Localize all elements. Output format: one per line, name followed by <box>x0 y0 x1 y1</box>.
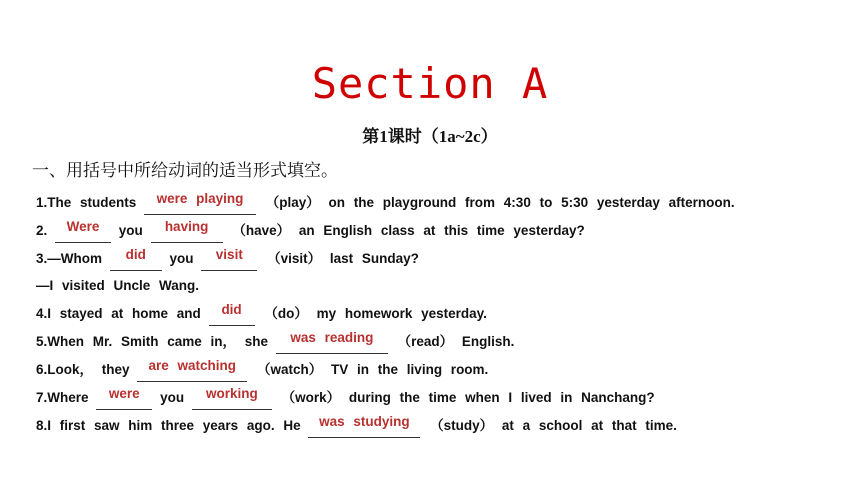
question-text: （study） at a school at that time. <box>430 418 677 433</box>
exercise-line-6 <box>36 358 488 382</box>
answer-text: were <box>108 386 140 401</box>
answer-text: visit <box>215 247 243 262</box>
answer-blank <box>209 302 255 326</box>
question-text: 7.Where <box>36 390 89 405</box>
answer-text: did <box>221 302 242 317</box>
question-text: 6.Look， they <box>36 362 130 377</box>
exercise-line-4 <box>36 302 487 326</box>
question-text: you <box>118 223 143 238</box>
question-text: （visit） last Sunday? <box>267 251 419 266</box>
question-text: 2. <box>36 223 48 238</box>
answer-blank <box>96 386 152 410</box>
question-text: （play） on the playground from 4:30 to 5:30 yesterday afternoon. <box>265 195 735 210</box>
question-text: （work） during the time when I lived in Nanchang? <box>281 390 655 405</box>
exercise-line-7 <box>36 386 655 410</box>
question-text: 8.I first saw him three years ago. He <box>36 418 301 433</box>
answer-blank <box>55 219 111 243</box>
answer-text: were playing <box>156 191 244 206</box>
answer-blank <box>192 386 272 410</box>
lesson-subtitle: 第1课时（1a~2c） <box>362 127 498 146</box>
question-text: 1.The students <box>36 195 137 210</box>
exercise-line-8 <box>36 414 677 438</box>
question-text: —I visited Uncle Wang. <box>36 278 200 293</box>
answer-blank <box>201 247 257 271</box>
question-text: you <box>169 251 194 266</box>
answer-blank <box>308 414 420 438</box>
question-text: you <box>160 390 185 405</box>
exercise-line-3 <box>36 247 419 271</box>
answer-text: was reading <box>290 330 374 345</box>
answer-text: did <box>125 247 146 262</box>
exercise-instruction: 一、用括号中所给动词的适当形式填空。 <box>32 161 338 181</box>
question-text: （do） my homework yesterday. <box>264 306 487 321</box>
exercise-line-3b <box>36 274 199 298</box>
answer-blank <box>151 219 223 243</box>
question-text: 3.—Whom <box>36 251 102 266</box>
exercise-line-5 <box>36 330 514 354</box>
answer-text: working <box>205 386 258 401</box>
answer-text: Were <box>66 219 100 234</box>
answer-blank <box>144 191 256 215</box>
answer-text: having <box>164 219 209 234</box>
answer-blank <box>110 247 162 271</box>
answer-text: are watching <box>148 358 237 373</box>
answer-blank <box>137 358 247 382</box>
exercise-line-1 <box>36 191 735 215</box>
question-text: 5.When Mr. Smith came in， she <box>36 334 269 349</box>
section-title: Section A <box>311 59 549 108</box>
question-text: （read） English. <box>397 334 515 349</box>
answer-text: was studying <box>319 414 410 429</box>
question-text: 4.I stayed at home and <box>36 306 201 321</box>
exercise-line-2 <box>36 219 585 243</box>
answer-blank <box>276 330 388 354</box>
question-text: （have） an English class at this time yesterday? <box>232 223 585 238</box>
question-text: （watch） TV in the living room. <box>257 362 489 377</box>
